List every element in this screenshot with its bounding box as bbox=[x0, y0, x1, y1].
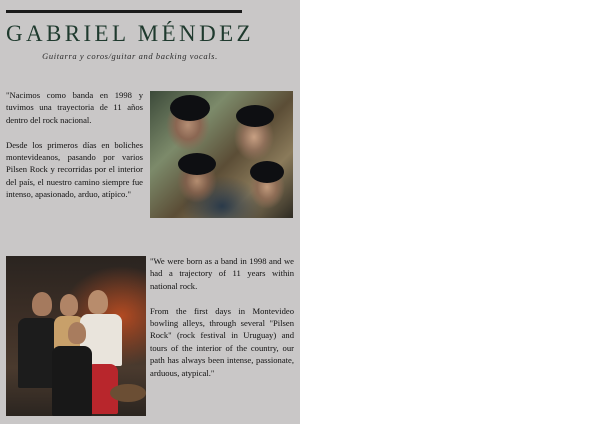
photo-detail bbox=[60, 294, 78, 316]
bio-spanish bbox=[6, 89, 143, 213]
photo-detail bbox=[110, 384, 146, 402]
photo-detail bbox=[250, 161, 284, 183]
photo-detail bbox=[32, 292, 52, 316]
top-divider bbox=[6, 10, 242, 13]
bio-english bbox=[150, 255, 294, 391]
photo-detail bbox=[52, 346, 92, 416]
artist-role: Guitarra y coros/guitar and backing vocals. bbox=[42, 51, 218, 61]
photo-detail bbox=[88, 290, 108, 314]
photo-detail bbox=[178, 153, 216, 175]
artist-name: GABRIEL MÉNDEZ bbox=[6, 21, 254, 46]
band-backstage-photo bbox=[6, 256, 146, 416]
bio-english-paragraph-2: From the first days in Montevideo bowling alleys, through several "Pilsen Rock" (rock festival in Uruguay) and tours of the interior of the country, our path has always been intense, passionate, arduous, atypical." bbox=[150, 305, 294, 378]
photo-detail bbox=[236, 105, 274, 127]
bio-english-paragraph-1: "We were born as a band in 1998 and we had a trajectory of 11 years within national rock. bbox=[150, 256, 294, 291]
band-portrait-photo bbox=[150, 91, 293, 218]
photo-detail bbox=[68, 322, 86, 344]
bio-spanish-paragraph-2: Desde los primeros días en boliches montevideanos, pasando por varios Pilsen Rock y recorridas por el interior del país, el nuestro camino siempre fue intenso, apasionado, arduo, atípico." bbox=[6, 139, 143, 200]
photo-detail bbox=[170, 95, 210, 121]
bio-spanish-paragraph-1: "Nacimos como banda en 1998 y tuvimos una trayectoria de 11 años dentro del rock nacional. bbox=[6, 90, 143, 125]
